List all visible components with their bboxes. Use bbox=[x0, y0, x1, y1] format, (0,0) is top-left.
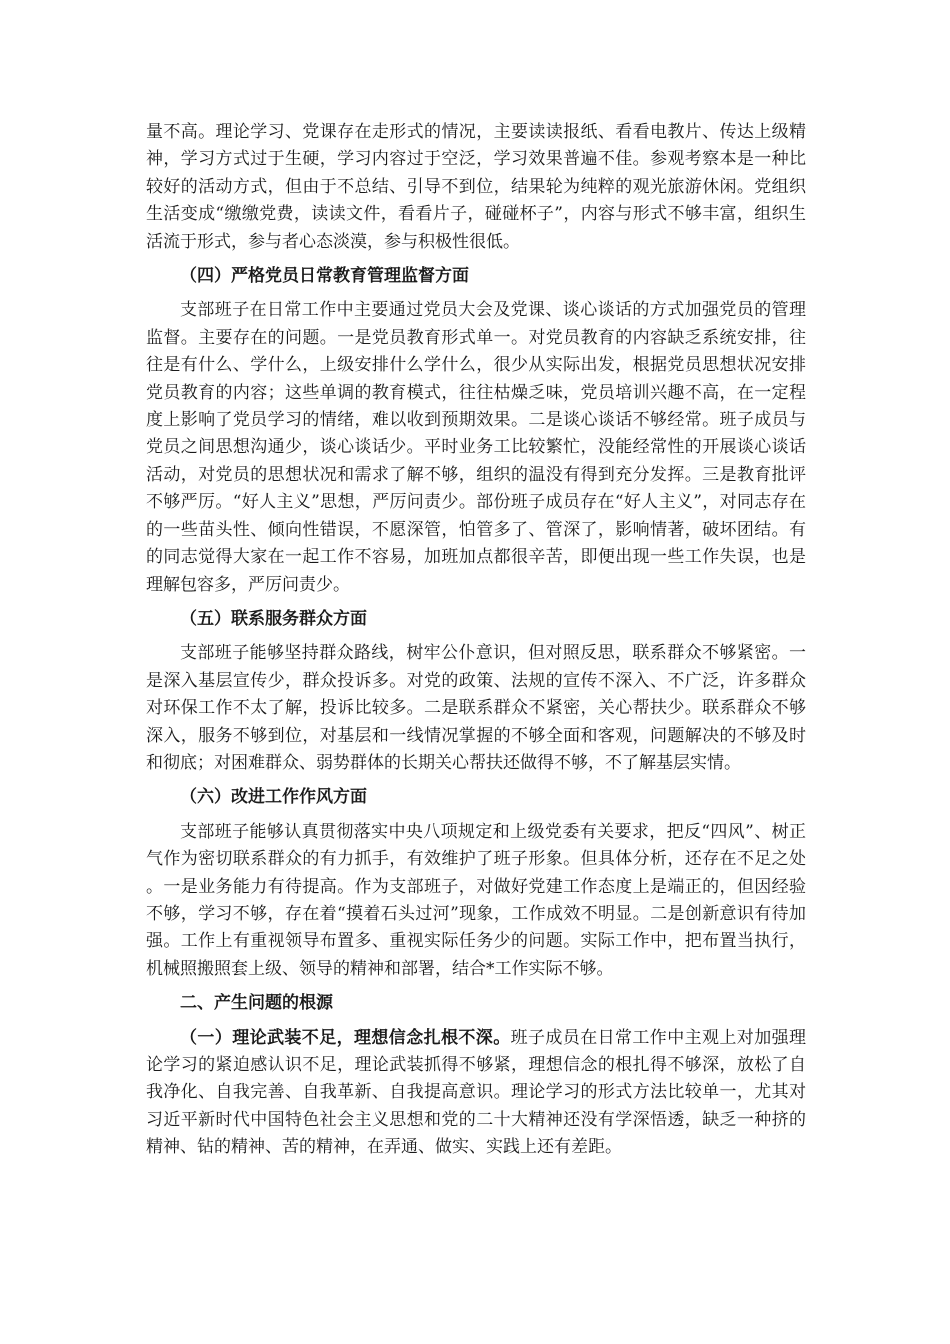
paragraph-3: 支部班子能够坚持群众路线，树牢公仆意识，但对照反思，联系群众不够紧密。一是深入基层宣传少，群众投诉多。对党的政策、法规的宣传不深入、不广泛，许多群众对环保工作不太了解，投诉比较多。二是联系群众不紧密，关心帮扶少。联系群众不够深入，服务不够到位，对基层和一线情况掌握的不够全面和客观，问题解决的不够及时和彻底；对困难群众、弱势群体的长期关心帮扶还做得不够，不了解基层实情。 bbox=[146, 643, 806, 773]
paragraph-5 bbox=[146, 1025, 806, 1162]
paragraph-body: 班子成员在日常工作中主观上对加强理论学习的紧迫感认识不足，理论武装抓得不够紧，理想信念的根扎得不够深，放松了自我净化、自我完善、自我革新、自我提高意识。理论学习的形式方法比较单一，尤其对习近平新时代中国特色社会主义思想和党的二十大精神还没有学深悟透，缺乏一种挤的精神、钻的精神、苦的精神，在弄通、做实、实践上还有差距。 bbox=[146, 1027, 807, 1158]
paragraph-4: 支部班子能够认真贯彻落实中央八项规定和上级党委有关要求，把反“四风”、树正气作为密切联系群众的有力抓手，有效维护了班子形象。但具体分析，还存在不足之处。一是业务能力有待提高。作为支部班子，对做好党建工作态度上是端正的，但因经验不够，学习不够，存在着“摸着石头过河”现象，工作成效不明显。二是创新意识有待加强。工作上有重视领导布置多、重视实际任务少的问题。实际工作中，把布置当执行，机械照搬照套上级、领导的精神和部署，结合*工作实际不够。 bbox=[146, 821, 806, 979]
document-page bbox=[146, 119, 806, 1162]
section-heading-5: （五）联系服务群众方面 bbox=[180, 608, 367, 629]
paragraph-1: 量不高。理论学习、党课存在走形式的情况，主要读读报纸、看看电教片、传达上级精神，学习方式过于生硬，学习内容过于空泛，学习效果普遍不佳。参观考察本是一种比较好的活动方式，但由于不总结、引导不到位，结果轮为纯粹的观光旅游休闲。党组织生活变成“缴缴党费，读读文件，看看片子，碰碰杯子”，内容与形式不够丰富，组织生活流于形式，参与者心态淡漠，参与积极性很低。 bbox=[146, 122, 806, 252]
paragraph-lead: （一）理论武装不足，理想信念扎根不深。 bbox=[180, 1027, 511, 1048]
section-heading-4: （四）严格党员日常教育管理监督方面 bbox=[180, 266, 469, 287]
paragraph-2: 支部班子在日常工作中主要通过党员大会及党课、谈心谈话的方式加强党员的管理监督。主要存在的问题。一是党员教育形式单一。对党员教育的内容缺乏系统安排，往往是有什么、学什么，上级安排什么学什么，很少从实际出发，根据党员思想状况安排党员教育的内容；这些单调的教育模式，往往枯燥乏味，党员培训兴趣不高，在一定程度上影响了党员学习的情绪，难以收到预期效果。二是谈心谈话不够经常。班子成员与党员之间思想沟通少，谈心谈话少。平时业务工比较繁忙，没能经常性的开展谈心谈话活动，对党员的思想状况和需求了解不够，组织的温没有得到充分发挥。三是教育批评不够严厉。“好人主义”思想，严厉问责少。部份班子成员存在“好人主义”，对同志存在的一些苗头性、倾向性错误，不愿深管，怕管多了、管深了，影响情著，破坏团结。有的同志觉得大家在一起工作不容易，加班加点都很辛苦，即便出现一些工作失误，也是理解包容多，严厉问责少。 bbox=[146, 300, 806, 595]
section-heading-6: （六）改进工作作风方面 bbox=[180, 787, 367, 808]
chapter-heading-2: 二、产生问题的根源 bbox=[180, 993, 333, 1014]
